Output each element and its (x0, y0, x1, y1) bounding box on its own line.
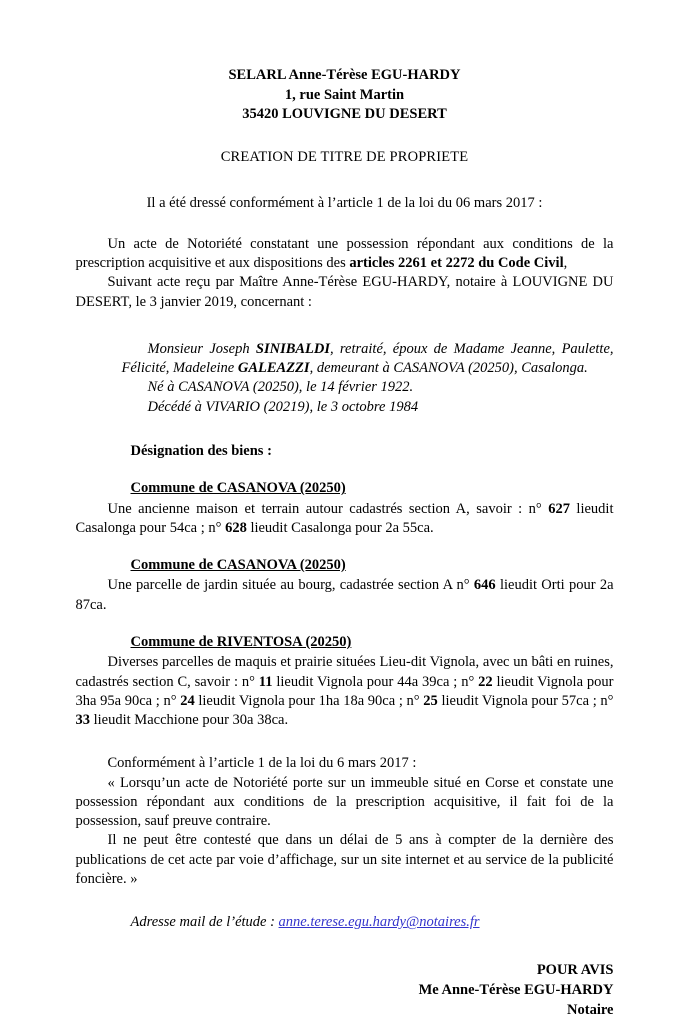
parcel-number-627: 627 (548, 500, 570, 517)
acte-text-post: , (563, 255, 568, 271)
commune-heading: Commune de CASANOVA (20250) (130, 480, 346, 497)
commune-block-casanova-2 (76, 556, 614, 615)
identity-main-line (122, 340, 614, 379)
commune-heading: Commune de RIVENTOSA (20250) (130, 633, 352, 650)
identity-surname-galeazzi: GALEAZZI (237, 360, 310, 377)
identity-birth-line: Né à CASANOVA (20250), le 14 février 1922. (147, 379, 414, 396)
signature-role: Notaire (567, 1001, 614, 1018)
parcel-text-post: lieudit Orti pour 2a 87ca. (75, 577, 614, 613)
document-title: CREATION DE TITRE DE PROPRIETE (220, 149, 469, 166)
signature-name: Me Anne-Térèse EGU-HARDY (418, 981, 614, 998)
signature-block (76, 960, 614, 1020)
parcel-number-22: 22 (478, 673, 493, 690)
acte-text-pre: Un acte de Notoriété constatant une possession répondant aux conditions de la prescription acquisitive et aux dispositions des (75, 235, 614, 271)
suivant-acte-paragraph: Suivant acte reçu par Maître Anne-Térèse EGU-HARDY, notaire à LOUVIGNE DU DESERT, le 3 janvier 2019, concernant : (75, 274, 614, 310)
parcel-number-25: 25 (423, 692, 438, 709)
parcel-segment-4: lieudit Vignola pour 57ca ; n° (437, 692, 614, 709)
letterhead-street: 1, rue Saint Martin (284, 86, 405, 103)
letterhead (76, 66, 614, 125)
designation-heading: Désignation des biens : (130, 442, 272, 459)
closing-block (76, 754, 614, 889)
intro-lead: Il a été dressé conformément à l’article 1 de la loi du 06 mars 2017 : (146, 195, 543, 212)
acte-paragraph (76, 235, 614, 274)
parcel-segment-2: lieudit Vignola pour 3ha 95a 90ca ; n° (75, 673, 614, 709)
email-link[interactable]: anne.terese.egu.hardy@notaires.fr (278, 914, 480, 931)
document-body (76, 66, 614, 1020)
parcel-segment-1: lieudit Vignola pour 44a 39ca ; n° (272, 673, 479, 690)
closing-conformement: Conformément à l’article 1 de la loi du 6 mars 2017 : (107, 755, 417, 772)
commune-block-riventosa (76, 633, 614, 730)
signature-pour-avis: POUR AVIS (536, 961, 614, 978)
closing-quote-second: Il ne peut être contesté que dans un délai de 5 ans à compter de la dernière des publications de cet acte par voie d’affichage, sur un site internet et au service de la publicité foncière. » (75, 832, 614, 888)
parcel-text-pre: Une parcelle de jardin située au bourg, cadastrée section A n° (107, 577, 474, 594)
parcel-number-24: 24 (180, 692, 195, 709)
parcel-text-post: lieudit Casalonga pour 2a 55ca. (246, 519, 434, 536)
letterhead-city: 35420 LOUVIGNE DU DESERT (242, 106, 447, 123)
email-line (76, 913, 614, 932)
parcel-segment-5: lieudit Macchione pour 30a 38ca. (90, 712, 289, 729)
commune-description (76, 576, 614, 615)
commune-heading: Commune de CASANOVA (20250) (130, 557, 346, 574)
acte-code-civil-ref: articles 2261 et 2272 du Code Civil (349, 255, 564, 271)
identity-prefix: Monsieur Joseph (147, 340, 256, 357)
commune-description (76, 500, 614, 539)
parcel-text-mid: lieudit Casalonga pour 54ca ; n° (75, 500, 614, 536)
identity-middle: , retraité, époux de Madame Jeanne, Paulette, Félicité, Madeleine (121, 340, 614, 377)
closing-quote-first: « Lorsqu’un acte de Notoriété porte sur un immeuble situé en Corse et constate une possession répondant aux conditions de la prescription acquisitive, il fait foi de la possession, sauf preuve contraire. (75, 774, 614, 830)
email-label: Adresse mail de l’étude : (130, 914, 279, 931)
parcel-text-pre: Diverses parcelles de maquis et prairie situées Lieu-dit Vignola, avec un bâti en ruines, cadastrés section C, savoir : n° (75, 654, 614, 690)
commune-block-casanova-1 (76, 479, 614, 538)
parcel-segment-3: lieudit Vignola pour 1ha 18a 90ca ; n° (194, 692, 424, 709)
commune-description (76, 653, 614, 730)
parcel-number-646: 646 (473, 577, 496, 594)
identity-death-line: Décédé à VIVARIO (20219), le 3 octobre 1984 (147, 398, 419, 415)
identity-block (76, 340, 614, 417)
letterhead-firm: SELARL Anne-Térèse EGU-HARDY (228, 67, 461, 83)
parcel-text-pre: Une ancienne maison et terrain autour cadastrés section A, savoir : n° (107, 500, 549, 517)
parcel-number-33: 33 (75, 712, 90, 729)
identity-suffix: , demeurant à CASANOVA (20250), Casalonga. (309, 360, 588, 377)
parcel-number-11: 11 (258, 673, 273, 690)
parcel-number-628: 628 (225, 519, 247, 536)
identity-surname-sinibaldi: SINIBALDI (255, 340, 331, 357)
